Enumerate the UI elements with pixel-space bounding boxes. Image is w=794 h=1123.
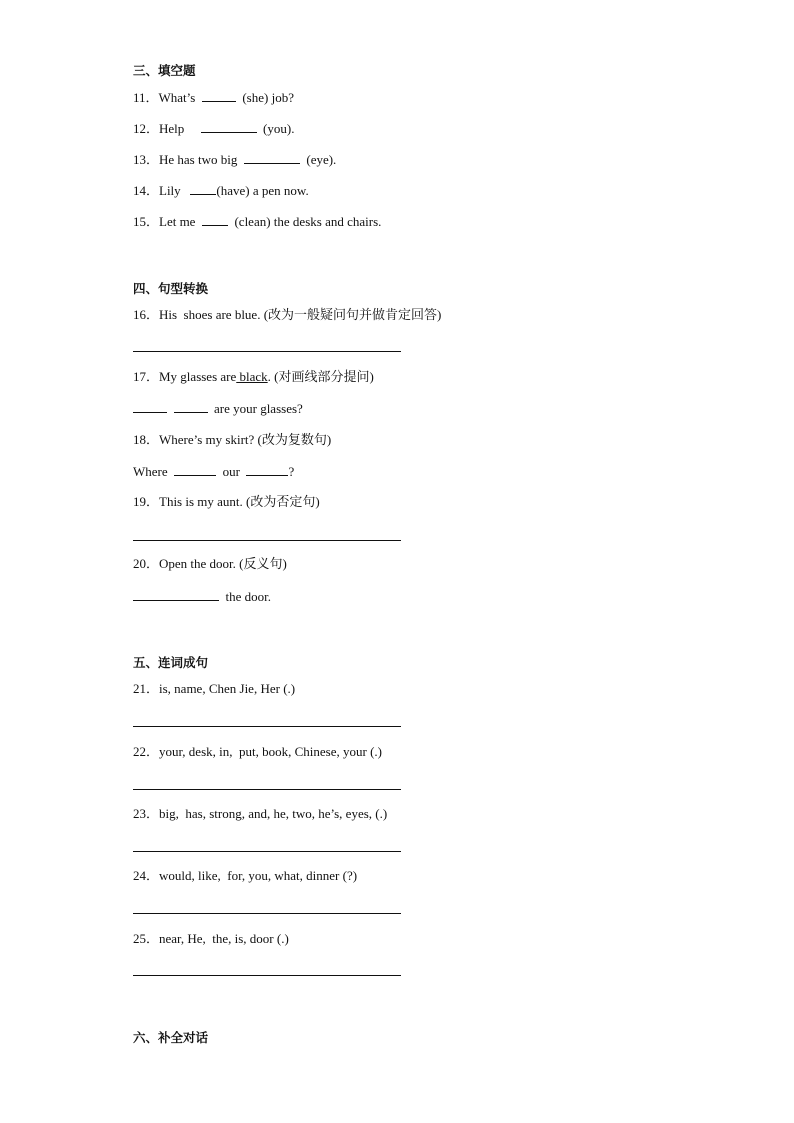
q25-answer-line[interactable]: [133, 975, 401, 976]
question-24: 24．would, like, for, you, what, dinner (?): [133, 868, 358, 883]
q15-blank[interactable]: [202, 213, 228, 226]
q18-answer-line: [133, 463, 294, 480]
q12-blank[interactable]: [201, 120, 257, 133]
q18-blank-1[interactable]: [174, 463, 216, 476]
q17-blank-2[interactable]: [174, 400, 208, 413]
question-14: [133, 182, 309, 199]
q18-word-where: Where: [133, 464, 168, 479]
section-heading-fill-in: 三、填空题: [133, 63, 196, 78]
question-12: [133, 120, 294, 137]
q20-line2-text: the door.: [225, 589, 271, 604]
q13-suffix: (eye).: [306, 152, 337, 167]
q24-answer-line[interactable]: [133, 913, 401, 914]
section-heading-word-order: 五、连词成句: [133, 655, 209, 670]
q23-answer-line[interactable]: [133, 851, 401, 852]
question-23: 23．big, has, strong, and, he, two, he’s, eyes, (.): [133, 806, 388, 821]
question-22: 22．your, desk, in, put, book, Chinese, your (.): [133, 744, 382, 759]
q12-suffix: (you).: [263, 121, 295, 136]
q11-blank[interactable]: [202, 89, 236, 102]
q17-suffix: . (对画线部分提问): [267, 369, 374, 384]
question-21: 21．is, name, Chen Jie, Her (.): [133, 681, 296, 696]
q17-underlined-word: black: [236, 369, 268, 384]
q14-suffix: (have) a pen now.: [216, 183, 309, 198]
q18-blank-2[interactable]: [246, 463, 288, 476]
q12-prefix: 12．Help: [133, 121, 185, 136]
q20-blank[interactable]: [133, 588, 219, 601]
section-heading-dialogue: 六、补全对话: [133, 1030, 209, 1045]
question-20: 20．Open the door. (反义句): [133, 556, 287, 571]
question-13: [133, 151, 336, 168]
question-11: [133, 89, 294, 106]
q17-prefix: 17．My glasses are: [133, 369, 237, 384]
question-16: 16．His shoes are blue. (改为一般疑问句并做肯定回答): [133, 307, 442, 322]
q17-blank-1[interactable]: [133, 400, 167, 413]
q17-line2-text: are your glasses?: [214, 401, 303, 416]
section-heading-sentence-transform: 四、句型转换: [133, 281, 209, 296]
q20-answer-line: [133, 588, 271, 605]
q14-prefix: 14．Lily: [133, 183, 181, 198]
q13-blank[interactable]: [244, 151, 300, 164]
q15-prefix: 15．Let me: [133, 214, 196, 229]
q18-word-our: our: [222, 464, 240, 479]
q19-answer-line[interactable]: [133, 540, 401, 541]
question-18: 18．Where’s my skirt? (改为复数句): [133, 432, 332, 447]
q13-prefix: 13．He has two big: [133, 152, 238, 167]
q21-answer-line[interactable]: [133, 726, 401, 727]
q22-answer-line[interactable]: [133, 789, 401, 790]
question-19: 19．This is my aunt. (改为否定句): [133, 494, 320, 509]
q16-answer-line[interactable]: [133, 351, 401, 352]
q15-suffix: (clean) the desks and chairs.: [234, 214, 382, 229]
q18-question-mark: ?: [288, 464, 295, 479]
q17-answer-line: [133, 400, 303, 417]
question-15: [133, 213, 381, 230]
q11-prefix: 11．What’s: [133, 90, 196, 105]
q14-blank[interactable]: [190, 182, 216, 195]
q11-suffix: (she) job?: [242, 90, 294, 105]
question-25: 25．near, He, the, is, door (.): [133, 931, 289, 946]
question-17: [133, 369, 374, 385]
